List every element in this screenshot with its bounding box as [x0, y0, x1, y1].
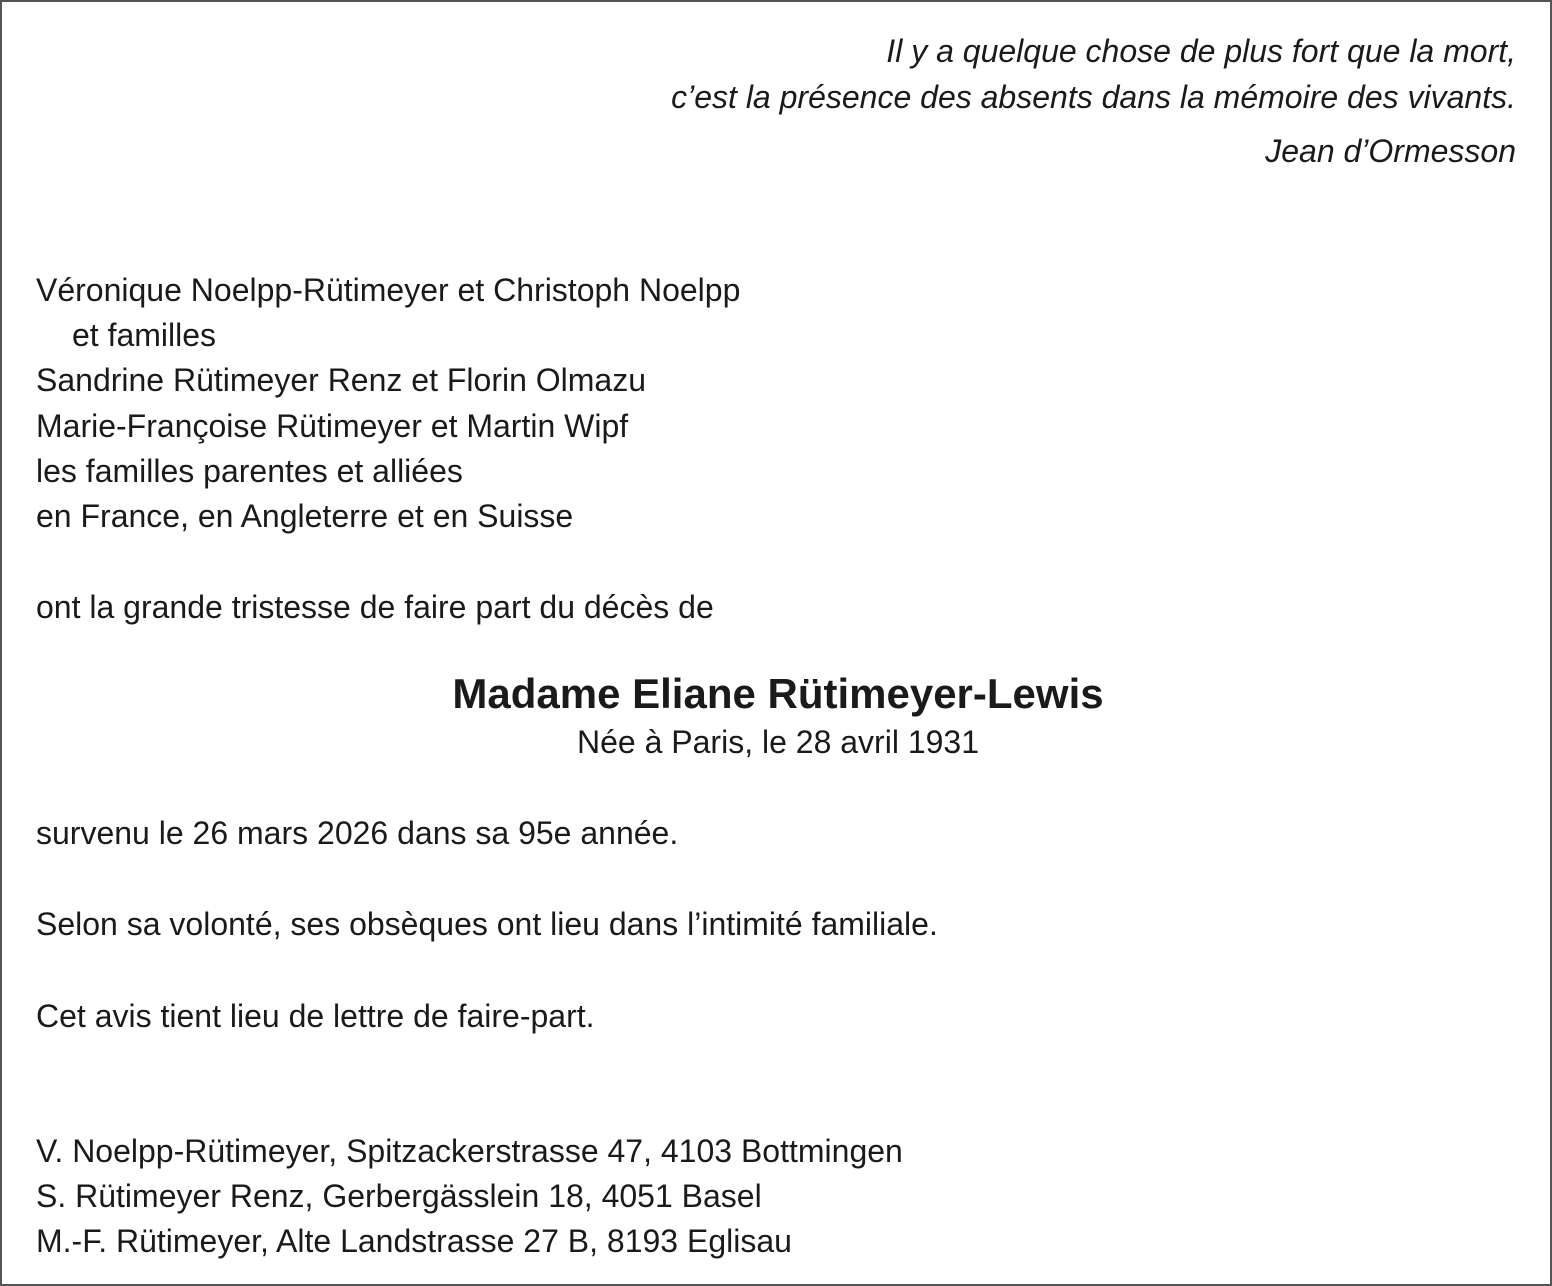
family-line-5: les familles parentes et alliées: [36, 453, 463, 489]
family-line-2: et familles: [72, 317, 217, 353]
death-info: survenu le 26 mars 2026 dans sa 95e année.: [36, 815, 679, 851]
quote-author: Jean d’Ormesson: [1265, 133, 1516, 169]
quote-line-1: Il y a quelque chose de plus fort que la mort,: [886, 33, 1516, 69]
family-line-3: Sandrine Rütimeyer Renz et Florin Olmazu: [36, 362, 647, 398]
family-line-6: en France, en Angleterre et en Suisse: [36, 498, 574, 534]
funeral-info: Selon sa volonté, ses obsèques ont lieu dans l’intimité familiale.: [36, 906, 938, 942]
notice-info: Cet avis tient lieu de lettre de faire-part.: [36, 998, 595, 1034]
quote-line-2: c’est la présence des absents dans la mémoire des vivants.: [671, 79, 1516, 115]
epigraph-quote: [671, 28, 1516, 174]
family-line-1: Véronique Noelpp-Rütimeyer et Christoph Noelpp: [36, 272, 741, 308]
deceased-name: Madame Eliane Rütimeyer-Lewis: [452, 670, 1104, 717]
announcement-text: ont la grande tristesse de faire part du décès de: [36, 589, 714, 625]
address-line-2: S. Rütimeyer Renz, Gerbergässlein 18, 4051 Basel: [36, 1178, 762, 1214]
address-line-3: M.-F. Rütimeyer, Alte Landstrasse 27 B, 8193 Eglisau: [36, 1223, 792, 1259]
family-line-4: Marie-Françoise Rütimeyer et Martin Wipf: [36, 408, 629, 444]
address-line-1: V. Noelpp-Rütimeyer, Spitzackerstrasse 47, 4103 Bottmingen: [36, 1133, 903, 1169]
birth-info: Née à Paris, le 28 avril 1931: [577, 724, 979, 760]
